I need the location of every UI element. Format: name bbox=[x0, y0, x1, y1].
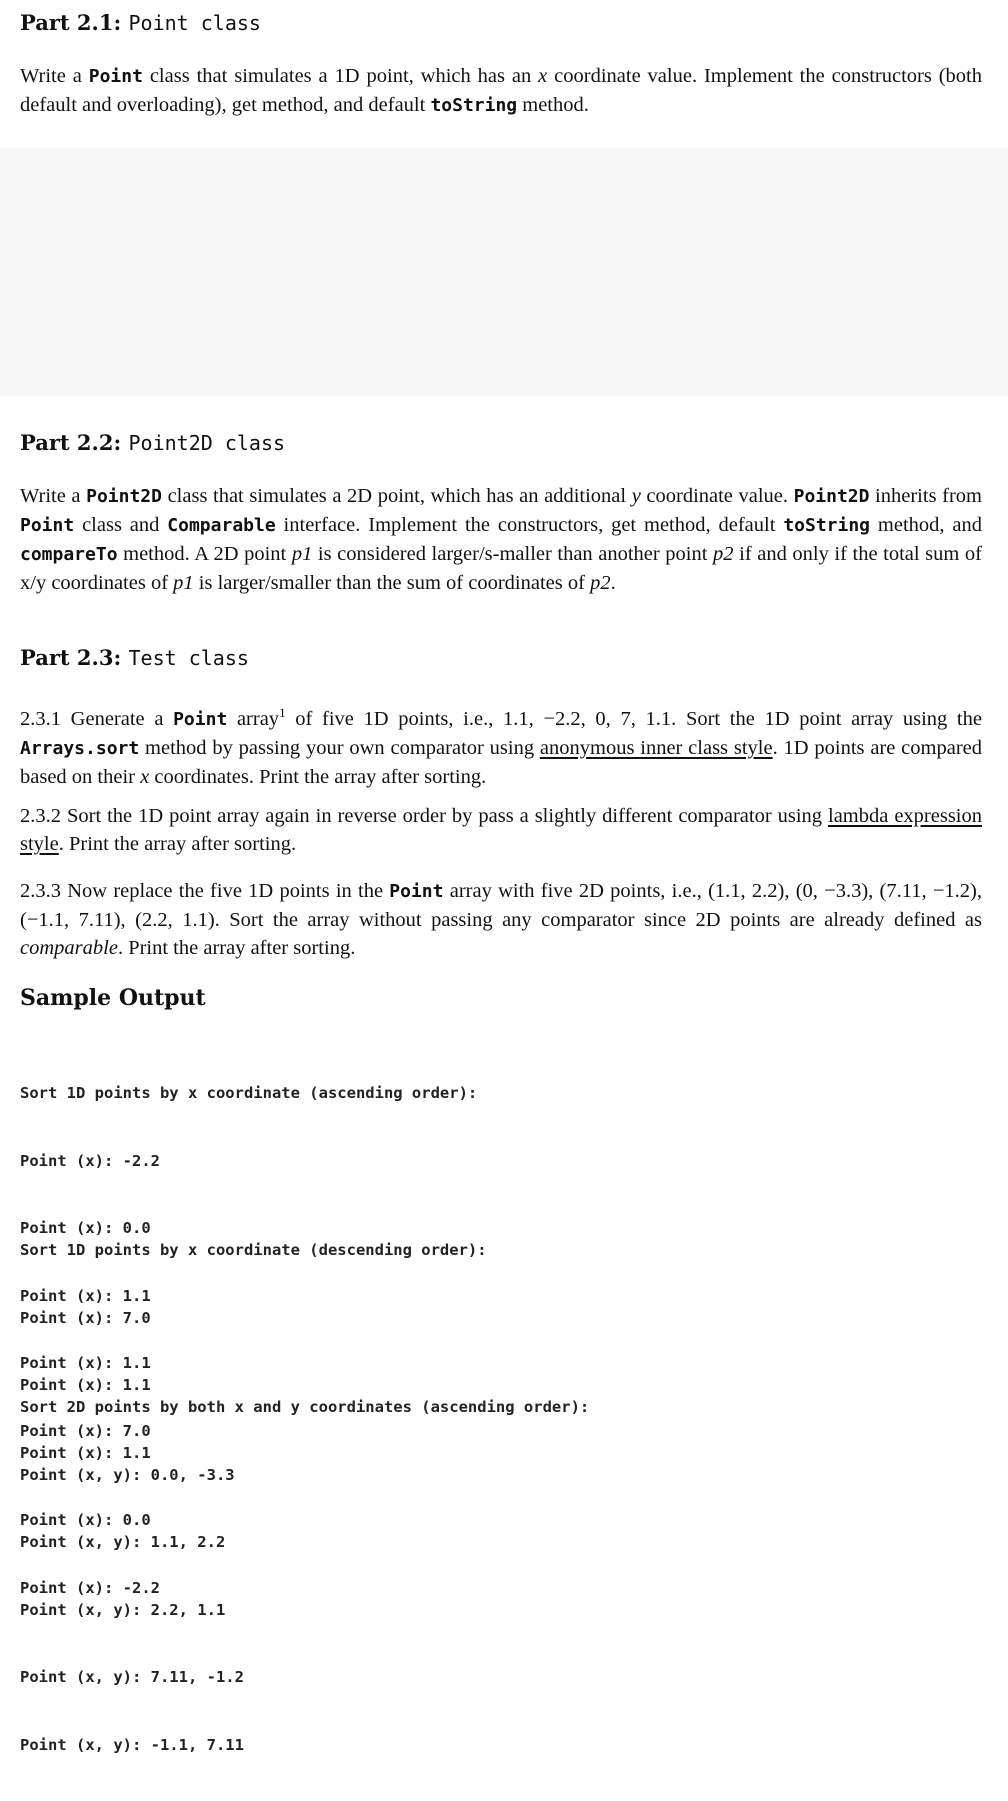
step-2-3-1: 2.3.1 Generate a Point array$^1$ of five 1D points, i.e., 1.1, −2.2, 0, 7, 1.1. Sort the 1D point array using the Arrays.sort method by passing your own comparator using anonymous inner class style. 1D points are compared based on their x coordinates. Print the array after sorting. bbox=[20, 705, 982, 788]
part-2-1-description: Write a Point class that simulates a 1D point, which has an x coordinate value. Implement the constructors (both default and overloading), get method, and default toString method. bbox=[20, 65, 982, 116]
part-2-2-label: Part 2.2: bbox=[20, 430, 122, 455]
part-2-1-title: Point class bbox=[128, 11, 261, 35]
part-2-3-title: Test class bbox=[128, 646, 249, 670]
sample-output-heading: Sample Output bbox=[20, 985, 206, 1011]
code-line: Point (x, y): 2.2, 1.1 bbox=[20, 1600, 226, 1619]
code-line: Sort 1D points by x coordinate (descending order): bbox=[20, 1241, 487, 1259]
code-line: Point (x, y): 0.0, -3.3 bbox=[20, 1465, 235, 1484]
code-line: Point (x): 1.1 bbox=[20, 1443, 151, 1462]
code-line: Point (x): 1.1 bbox=[20, 1376, 151, 1394]
part-2-1-label: Part 2.1: bbox=[20, 10, 122, 35]
code-line: Point (x): 7.0 bbox=[20, 1421, 151, 1440]
part-2-1-heading bbox=[20, 10, 261, 35]
footnote-marker: 1 bbox=[279, 705, 286, 720]
code-line: Sort 1D points by x coordinate (ascending order): bbox=[20, 1084, 478, 1102]
code-line: Point (x): 0.0 bbox=[20, 1511, 151, 1529]
code-line: Point (x, y): 1.1, 2.2 bbox=[20, 1533, 226, 1551]
part-2-3-heading bbox=[20, 645, 249, 670]
part-2-3-label: Part 2.3: bbox=[20, 645, 122, 670]
code-line: Point (x): -2.2 bbox=[20, 1151, 160, 1170]
step-2-3-2: 2.3.2 Sort the 1D point array again in reverse order by pass a slightly different comparator using lambda expression style. Print the array after sorting. bbox=[20, 805, 982, 855]
code-line: Point (x, y): 7.11, -1.2 bbox=[20, 1668, 244, 1686]
code-line: Point (x): -2.2 bbox=[20, 1578, 160, 1597]
code-line: Sort 2D points by both x and y coordinates (ascending order): bbox=[20, 1398, 590, 1416]
sample-output-block-2d bbox=[20, 1351, 589, 1801]
code-line: Point (x, y): -1.1, 7.11 bbox=[20, 1735, 244, 1754]
code-line: Point (x): 1.1 bbox=[20, 1286, 151, 1305]
code-line: Point (x): 7.0 bbox=[20, 1308, 151, 1327]
code-line: Point (x): 1.1 bbox=[20, 1354, 151, 1372]
blank-answer-area bbox=[0, 148, 1008, 396]
part-2-2-title: Point2D class bbox=[128, 431, 286, 455]
part-2-2-description: Write a Point2D class that simulates a 2D point, which has an additional y coordinate value. Point2D inherits from Point class and Comparable interface. Implement the constructors, get method, default toString method, and compareTo method. A 2D point p1 is considered larger/s-maller than another point p2 if and only if the total sum of x/y coordinates of p1 is larger/smaller than the sum of coordinates of p2. bbox=[20, 485, 983, 594]
step-2-3-3: 2.3.3 Now replace the five 1D points in the Point array with five 2D points, i.e., (1.1, 2.2), (0, −3.3), (7.11, −1.2), (−1.1, 7.11), (2.2, 1.1). Sort the array without passing any comparator since 2D points are already defined as comparable. Print the array after sorting. bbox=[20, 880, 982, 959]
code-line: Point (x): 0.0 bbox=[20, 1219, 151, 1237]
part-2-2-heading bbox=[20, 430, 285, 455]
